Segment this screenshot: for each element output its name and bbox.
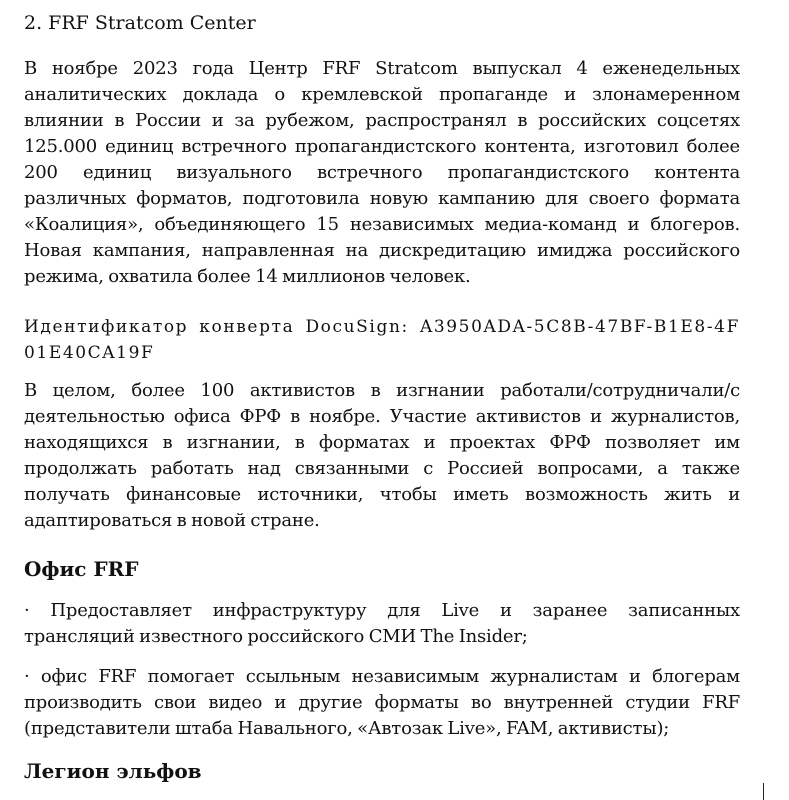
- bullet-studio: · офис FRF помогает ссыльным независимым журналистам и блогерам производить свои видео и другие форматы во внутренней студии FRF (представители штаба Навального, «Автозак Live», FAM, активисты);: [24, 666, 740, 739]
- legion-elves-heading: Легион эльфов: [24, 759, 202, 783]
- text-cursor: [763, 783, 764, 800]
- docusign-envelope-id: Идентификатор конверта DocuSign: A3950ADA-5C8B-47BF-B1E8-4F01E40CA19F: [24, 317, 740, 363]
- office-frf-heading: Офис FRF: [24, 557, 139, 581]
- paragraph-activists-in-exile: В целом, более 100 активистов в изгнании работали/сотрудничали/с деятельностью офиса ФРФ в ноябре. Участие активистов и журналистов, находящихся в изгнании, в форматах и проектах ФРФ позволяет им продолжать работать над связанными с Россией вопросами, а также получать финансовые источники, чтобы иметь возможность жить и адаптироваться в новой стране.: [24, 380, 740, 531]
- section-title: 2. FRF Stratcom Center: [24, 12, 256, 34]
- bullet-infrastructure: · Предоставляет инфраструктуру для Live и заранее записанных трансляций известного российского СМИ The Insider;: [24, 600, 740, 647]
- paragraph-stratcom-november: В ноябре 2023 года Центр FRF Stratcom выпускал 4 еженедельных аналитических доклада о кремлевской пропаганде и злонамеренном влиянии в России и за рубежом, распространял в российских соцсетях 125.000 единиц встречного пропагандистского контента, изготовил более 200 единиц визуального встречного пропагандистского контента различных форматов, подготовила новую кампанию для своего формата «Коалиция», объединяющего 15 независимых медиа-команд и блогеров. Новая кампания, направленная на дискредитацию имиджа российского режима, охватила более 14 миллионов человек.: [24, 58, 740, 287]
